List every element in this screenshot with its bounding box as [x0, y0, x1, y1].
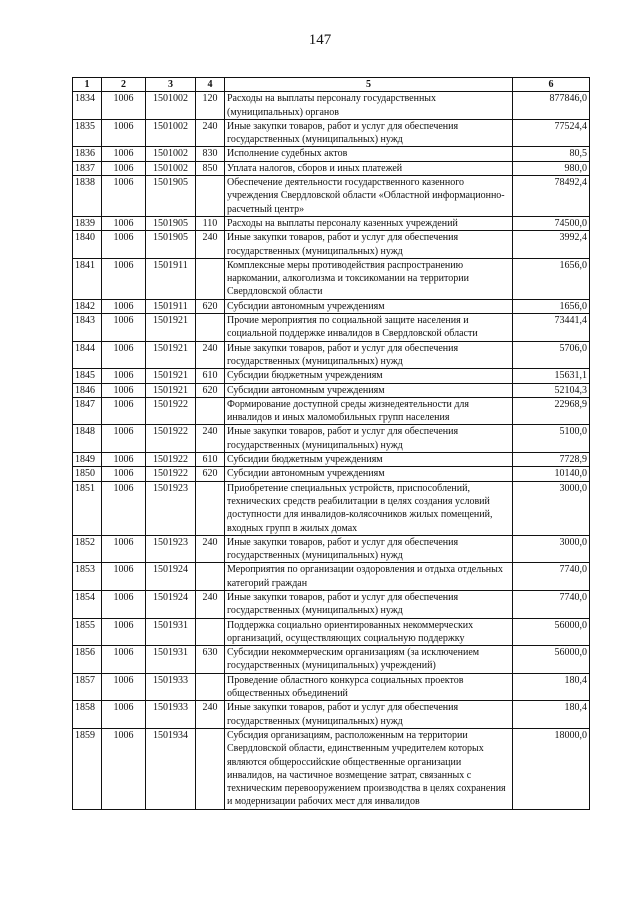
target-article-code-cell: 1501924 [146, 590, 196, 618]
target-article-code-cell: 1501922 [146, 453, 196, 467]
table-row [73, 119, 590, 147]
amount-cell: 7740,0 [513, 563, 590, 591]
expense-name-cell: Иные закупки товаров, работ и услуг для обеспечения государственных (муниципальных) нужд [225, 535, 513, 563]
amount-cell: 1656,0 [513, 299, 590, 313]
target-article-code-cell: 1501924 [146, 563, 196, 591]
expense-type-code-cell [196, 618, 225, 646]
expense-name-cell: Субсидии автономным учреждениям [225, 467, 513, 481]
expense-type-code-cell: 110 [196, 216, 225, 230]
expense-type-code-cell [196, 176, 225, 217]
section-code-cell: 1006 [102, 119, 146, 147]
expense-type-code-cell [196, 673, 225, 701]
section-code-cell: 1006 [102, 92, 146, 120]
expense-name-cell: Иные закупки товаров, работ и услуг для обеспечения государственных (муниципальных) нужд [225, 590, 513, 618]
expense-type-code-cell: 830 [196, 147, 225, 161]
amount-cell: 180,4 [513, 673, 590, 701]
target-article-code-cell: 1501002 [146, 119, 196, 147]
section-code-cell: 1006 [102, 701, 146, 729]
expense-name-cell: Уплата налогов, сборов и иных платежей [225, 161, 513, 175]
expense-name-cell: Субсидии некоммерческим организациям (за исключением государственных (муниципальных) учреждений) [225, 646, 513, 674]
target-article-code-cell: 1501931 [146, 646, 196, 674]
target-article-code-cell: 1501922 [146, 425, 196, 453]
table-row [73, 481, 590, 535]
table-row [73, 701, 590, 729]
target-article-code-cell: 1501905 [146, 176, 196, 217]
section-code-cell: 1006 [102, 425, 146, 453]
amount-cell: 15631,1 [513, 369, 590, 383]
target-article-code-cell: 1501921 [146, 369, 196, 383]
target-article-code-cell: 1501922 [146, 397, 196, 425]
row-number-cell: 1841 [73, 258, 102, 299]
amount-cell: 73441,4 [513, 314, 590, 342]
table-row [73, 728, 590, 809]
row-number-cell: 1840 [73, 231, 102, 259]
expense-name-cell: Расходы на выплаты персоналу государственных (муниципальных) органов [225, 92, 513, 120]
table-row [73, 383, 590, 397]
row-number-cell: 1847 [73, 397, 102, 425]
table-row [73, 147, 590, 161]
amount-cell: 877846,0 [513, 92, 590, 120]
expense-type-code-cell: 240 [196, 231, 225, 259]
amount-cell: 7740,0 [513, 590, 590, 618]
section-code-cell: 1006 [102, 341, 146, 369]
amount-cell: 7728,9 [513, 453, 590, 467]
amount-cell: 10140,0 [513, 467, 590, 481]
target-article-code-cell: 1501921 [146, 383, 196, 397]
expense-name-cell: Мероприятия по организации оздоровления и отдыха отдельных категорий граждан [225, 563, 513, 591]
row-number-cell: 1856 [73, 646, 102, 674]
target-article-code-cell: 1501923 [146, 535, 196, 563]
expense-type-code-cell [196, 563, 225, 591]
expense-type-code-cell [196, 258, 225, 299]
table-row [73, 563, 590, 591]
amount-cell: 1656,0 [513, 258, 590, 299]
row-number-cell: 1839 [73, 216, 102, 230]
table-row [73, 397, 590, 425]
expense-name-cell: Иные закупки товаров, работ и услуг для обеспечения государственных (муниципальных) нужд [225, 425, 513, 453]
section-code-cell: 1006 [102, 481, 146, 535]
section-code-cell: 1006 [102, 646, 146, 674]
section-code-cell: 1006 [102, 369, 146, 383]
target-article-code-cell: 1501923 [146, 481, 196, 535]
section-code-cell: 1006 [102, 383, 146, 397]
target-article-code-cell: 1501934 [146, 728, 196, 809]
target-article-code-cell: 1501931 [146, 618, 196, 646]
table-row [73, 467, 590, 481]
expense-type-code-cell: 240 [196, 701, 225, 729]
section-code-cell: 1006 [102, 563, 146, 591]
target-article-code-cell: 1501921 [146, 314, 196, 342]
target-article-code-cell: 1501905 [146, 231, 196, 259]
table-row [73, 369, 590, 383]
target-article-code-cell: 1501911 [146, 299, 196, 313]
expense-name-cell: Иные закупки товаров, работ и услуг для обеспечения государственных (муниципальных) нужд [225, 341, 513, 369]
table-row [73, 231, 590, 259]
table-row [73, 425, 590, 453]
expense-name-cell: Поддержка социально ориентированных некоммерческих организаций, осуществляющих социальную поддержку [225, 618, 513, 646]
expense-name-cell: Иные закупки товаров, работ и услуг для обеспечения государственных (муниципальных) нужд [225, 231, 513, 259]
expense-type-code-cell [196, 314, 225, 342]
row-number-cell: 1854 [73, 590, 102, 618]
expense-name-cell: Обеспечение деятельности государственного казенного учреждения Свердловской области «Областной информационно-расчетный центр» [225, 176, 513, 217]
budget-table [72, 77, 590, 810]
expense-name-cell: Расходы на выплаты персоналу казенных учреждений [225, 216, 513, 230]
row-number-cell: 1851 [73, 481, 102, 535]
page-number: 147 [308, 32, 332, 48]
section-code-cell: 1006 [102, 535, 146, 563]
row-number-cell: 1844 [73, 341, 102, 369]
row-number-cell: 1858 [73, 701, 102, 729]
row-number-cell: 1855 [73, 618, 102, 646]
expense-type-code-cell: 620 [196, 383, 225, 397]
table-row [73, 535, 590, 563]
table-row [73, 646, 590, 674]
target-article-code-cell: 1501921 [146, 341, 196, 369]
expense-name-cell: Проведение областного конкурса социальных проектов общественных объединений [225, 673, 513, 701]
section-code-cell: 1006 [102, 728, 146, 809]
row-number-cell: 1859 [73, 728, 102, 809]
expense-type-code-cell: 630 [196, 646, 225, 674]
row-number-cell: 1845 [73, 369, 102, 383]
row-number-cell: 1849 [73, 453, 102, 467]
section-code-cell: 1006 [102, 161, 146, 175]
amount-cell: 180,4 [513, 701, 590, 729]
amount-cell: 5100,0 [513, 425, 590, 453]
table-row [73, 590, 590, 618]
row-number-cell: 1836 [73, 147, 102, 161]
section-code-cell: 1006 [102, 147, 146, 161]
table-row [73, 161, 590, 175]
section-code-cell: 1006 [102, 216, 146, 230]
amount-cell: 18000,0 [513, 728, 590, 809]
target-article-code-cell: 1501933 [146, 701, 196, 729]
expense-name-cell: Субсидии автономным учреждениям [225, 299, 513, 313]
amount-cell: 22968,9 [513, 397, 590, 425]
expense-name-cell: Приобретение специальных устройств, приспособлений, технических средств реабилитации в целях создания условий доступности для инвалидов-колясочников жилых помещений, входных групп в жилых домах [225, 481, 513, 535]
row-number-cell: 1834 [73, 92, 102, 120]
table-row [73, 299, 590, 313]
table-row [73, 176, 590, 217]
amount-cell: 56000,0 [513, 618, 590, 646]
expense-type-code-cell: 240 [196, 535, 225, 563]
section-code-cell: 1006 [102, 176, 146, 217]
expense-name-cell: Прочие мероприятия по социальной защите населения и социальной поддержке инвалидов в Свердловской области [225, 314, 513, 342]
expense-name-cell: Формирование доступной среды жизнедеятельности для инвалидов и иных маломобильных групп населения [225, 397, 513, 425]
amount-cell: 56000,0 [513, 646, 590, 674]
section-code-cell: 1006 [102, 231, 146, 259]
table-row [73, 314, 590, 342]
expense-type-code-cell: 610 [196, 453, 225, 467]
row-number-cell: 1838 [73, 176, 102, 217]
column-header: 2 [102, 78, 146, 92]
target-article-code-cell: 1501922 [146, 467, 196, 481]
expense-type-code-cell: 240 [196, 341, 225, 369]
table-row [73, 618, 590, 646]
expense-type-code-cell [196, 397, 225, 425]
expense-type-code-cell [196, 728, 225, 809]
amount-cell: 3000,0 [513, 535, 590, 563]
column-header: 4 [196, 78, 225, 92]
expense-name-cell: Субсидия организациям, расположенным на территории Свердловской области, единственным учредителем которых являются общероссийские общественные организации инвалидов, на частичное возмещение затрат, связанных с техническим перевооружением производства в целях сохранения и модернизации рабочих мест для инвалидов [225, 728, 513, 809]
target-article-code-cell: 1501905 [146, 216, 196, 230]
expense-type-code-cell: 620 [196, 299, 225, 313]
target-article-code-cell: 1501911 [146, 258, 196, 299]
amount-cell: 77524,4 [513, 119, 590, 147]
section-code-cell: 1006 [102, 299, 146, 313]
amount-cell: 5706,0 [513, 341, 590, 369]
section-code-cell: 1006 [102, 467, 146, 481]
expense-name-cell: Исполнение судебных актов [225, 147, 513, 161]
table-row [73, 673, 590, 701]
section-code-cell: 1006 [102, 397, 146, 425]
table-body [73, 92, 590, 809]
column-header: 3 [146, 78, 196, 92]
expense-name-cell: Иные закупки товаров, работ и услуг для обеспечения государственных (муниципальных) нужд [225, 701, 513, 729]
expense-name-cell: Субсидии автономным учреждениям [225, 383, 513, 397]
section-code-cell: 1006 [102, 590, 146, 618]
target-article-code-cell: 1501933 [146, 673, 196, 701]
expense-type-code-cell: 610 [196, 369, 225, 383]
expense-name-cell: Субсидии бюджетным учреждениям [225, 369, 513, 383]
section-code-cell: 1006 [102, 453, 146, 467]
row-number-cell: 1857 [73, 673, 102, 701]
expense-name-cell: Комплексные меры противодействия распространению наркомании, алкоголизма и токсикомании на территории Свердловской области [225, 258, 513, 299]
expense-type-code-cell: 120 [196, 92, 225, 120]
expense-type-code-cell: 240 [196, 119, 225, 147]
table-row [73, 92, 590, 120]
expense-type-code-cell: 240 [196, 425, 225, 453]
expense-type-code-cell: 620 [196, 467, 225, 481]
expense-type-code-cell: 850 [196, 161, 225, 175]
column-header: 1 [73, 78, 102, 92]
amount-cell: 74500,0 [513, 216, 590, 230]
target-article-code-cell: 1501002 [146, 161, 196, 175]
column-header: 6 [513, 78, 590, 92]
expense-type-code-cell [196, 481, 225, 535]
target-article-code-cell: 1501002 [146, 92, 196, 120]
amount-cell: 52104,3 [513, 383, 590, 397]
table-header-row [73, 78, 590, 92]
amount-cell: 80,5 [513, 147, 590, 161]
row-number-cell: 1853 [73, 563, 102, 591]
row-number-cell: 1835 [73, 119, 102, 147]
row-number-cell: 1843 [73, 314, 102, 342]
amount-cell: 78492,4 [513, 176, 590, 217]
section-code-cell: 1006 [102, 673, 146, 701]
expense-name-cell: Иные закупки товаров, работ и услуг для обеспечения государственных (муниципальных) нужд [225, 119, 513, 147]
row-number-cell: 1848 [73, 425, 102, 453]
amount-cell: 3992,4 [513, 231, 590, 259]
section-code-cell: 1006 [102, 618, 146, 646]
column-header: 5 [225, 78, 513, 92]
row-number-cell: 1837 [73, 161, 102, 175]
row-number-cell: 1846 [73, 383, 102, 397]
row-number-cell: 1842 [73, 299, 102, 313]
expense-type-code-cell: 240 [196, 590, 225, 618]
amount-cell: 980,0 [513, 161, 590, 175]
section-code-cell: 1006 [102, 258, 146, 299]
row-number-cell: 1850 [73, 467, 102, 481]
table-row [73, 341, 590, 369]
target-article-code-cell: 1501002 [146, 147, 196, 161]
table-row [73, 453, 590, 467]
expense-name-cell: Субсидии бюджетным учреждениям [225, 453, 513, 467]
section-code-cell: 1006 [102, 314, 146, 342]
amount-cell: 3000,0 [513, 481, 590, 535]
row-number-cell: 1852 [73, 535, 102, 563]
table-row [73, 258, 590, 299]
table-row [73, 216, 590, 230]
